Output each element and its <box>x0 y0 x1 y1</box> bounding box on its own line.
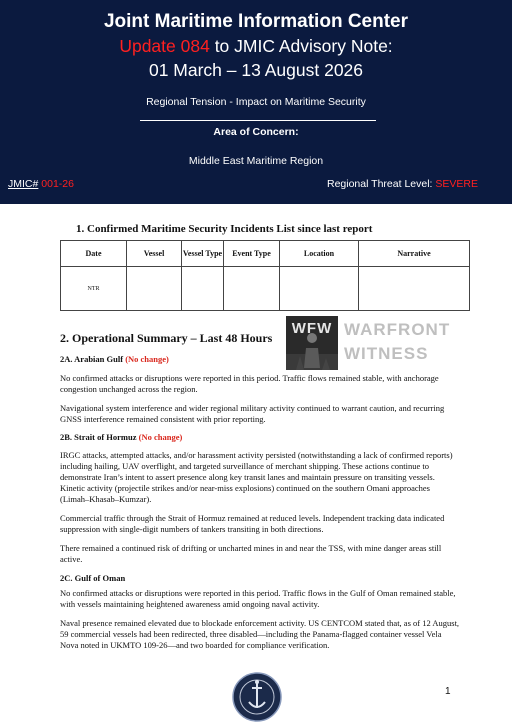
status-badge: (No change) <box>138 432 183 442</box>
region-line: Regional Tension - Impact on Maritime Security <box>146 96 366 108</box>
threat-value: SEVERE <box>435 178 478 190</box>
paragraph: Naval presence remained elevated due to blockade enforcement activity. US CENTCOM stated that, as of 12 August, 59 commercial vessels had been redirected, three disabled—including the Panama-flagged container vessel Vela Nova noted in UKMTO 109-26—and two boarded for compliance verification. <box>60 618 460 650</box>
threat-level <box>327 178 478 190</box>
cell-date: NTR <box>61 267 127 311</box>
report-header <box>0 0 512 204</box>
paragraph: IRGC attacks, attempted attacks, and/or harassment activity persisted (notwithstanding a lack of confirmed reports) including hailing, UAV overflight, and targeted surveillance of merchant shipping. These actions continue to demonstrate Iran’s intent to assert presence along key transit lanes and maintain pressure on transiting vessels. Kinetic activity (projectile strikes and/or near-miss explosions) continued on the southern Omani approaches (Limah–Khasab–Kumzar). <box>60 450 453 504</box>
logo-line2: WITNESS <box>344 344 429 363</box>
cell-vessel <box>127 267 182 311</box>
page-number: 1 <box>445 686 451 697</box>
table-row <box>61 267 470 311</box>
logo-line1: WARFRONT <box>344 320 451 339</box>
col-vessel: Vessel <box>127 241 182 267</box>
col-date: Date <box>61 241 127 267</box>
cell-event-type <box>224 267 280 311</box>
paragraph: There remained a continued risk of drifting or uncharted mines in and near the TSS, with mine danger areas still active. <box>60 543 442 564</box>
update-number: Update 084 <box>119 36 210 56</box>
threat-label: Regional Threat Level: <box>327 178 433 190</box>
subsection-2b-heading <box>60 432 182 442</box>
col-location: Location <box>280 241 359 267</box>
cell-vessel-type <box>182 267 224 311</box>
logo-badge-text: WFW <box>291 320 333 337</box>
section2-title: 2. Operational Summary – Last 48 Hours <box>60 331 273 345</box>
col-event-type: Event Type <box>224 241 280 267</box>
subsection-2a-title: 2A. Arabian Gulf <box>60 354 126 364</box>
logo-badge <box>286 316 338 370</box>
advisory-line <box>0 36 512 57</box>
paragraph: No confirmed attacks or disruptions were reported in this period. Traffic flows in the Gulf of Oman remained stable, with vessels maintaining heightened awareness amid ongoing naval activity. <box>60 588 456 609</box>
jmic-emblem-icon <box>232 672 282 722</box>
col-narrative: Narrative <box>359 241 470 267</box>
subsection-2b-title: 2B. Strait of Hormuz <box>60 432 139 442</box>
status-badge: (No change) <box>125 354 169 364</box>
cell-narrative <box>359 267 470 311</box>
header-divider <box>140 120 376 121</box>
incidents-table <box>60 240 470 311</box>
subsection-2a-heading <box>60 354 169 364</box>
advisory-suffix: to JMIC Advisory Note: <box>209 36 393 56</box>
center-title: Joint Maritime Information Center <box>103 11 409 32</box>
jmic-value: 001-26 <box>41 178 74 190</box>
paragraph: Navigational system interference and wider regional military activity continued to warrant caution, and recurring GNSS interference remained consistent with prior reporting. <box>60 403 445 424</box>
area-label: Area of Concern: <box>213 126 299 138</box>
paragraph: No confirmed attacks or disruptions were reported in this period. Traffic flows remained stable, with anchorage congestion unchanged across the region. <box>60 373 439 394</box>
jmic-number <box>8 178 74 190</box>
table-header-row <box>61 241 470 267</box>
date-range: 01 March – 13 August 2026 <box>148 60 364 80</box>
subsection-2c-heading: 2C. Gulf of Oman <box>60 573 126 583</box>
col-vessel-type: Vessel Type <box>182 241 224 267</box>
warfront-witness-logo <box>286 316 451 372</box>
section1-title: 1. Confirmed Maritime Security Incidents List since last report <box>76 223 373 235</box>
area-value: Middle East Maritime Region <box>188 155 324 167</box>
cell-location <box>280 267 359 311</box>
paragraph: Commercial traffic through the Strait of Hormuz remained at reduced levels. Independent tracking data indicated suppression with single-digit numbers of tankers transiting in both directions. <box>60 513 445 534</box>
jmic-link[interactable]: JMIC# <box>8 178 39 190</box>
